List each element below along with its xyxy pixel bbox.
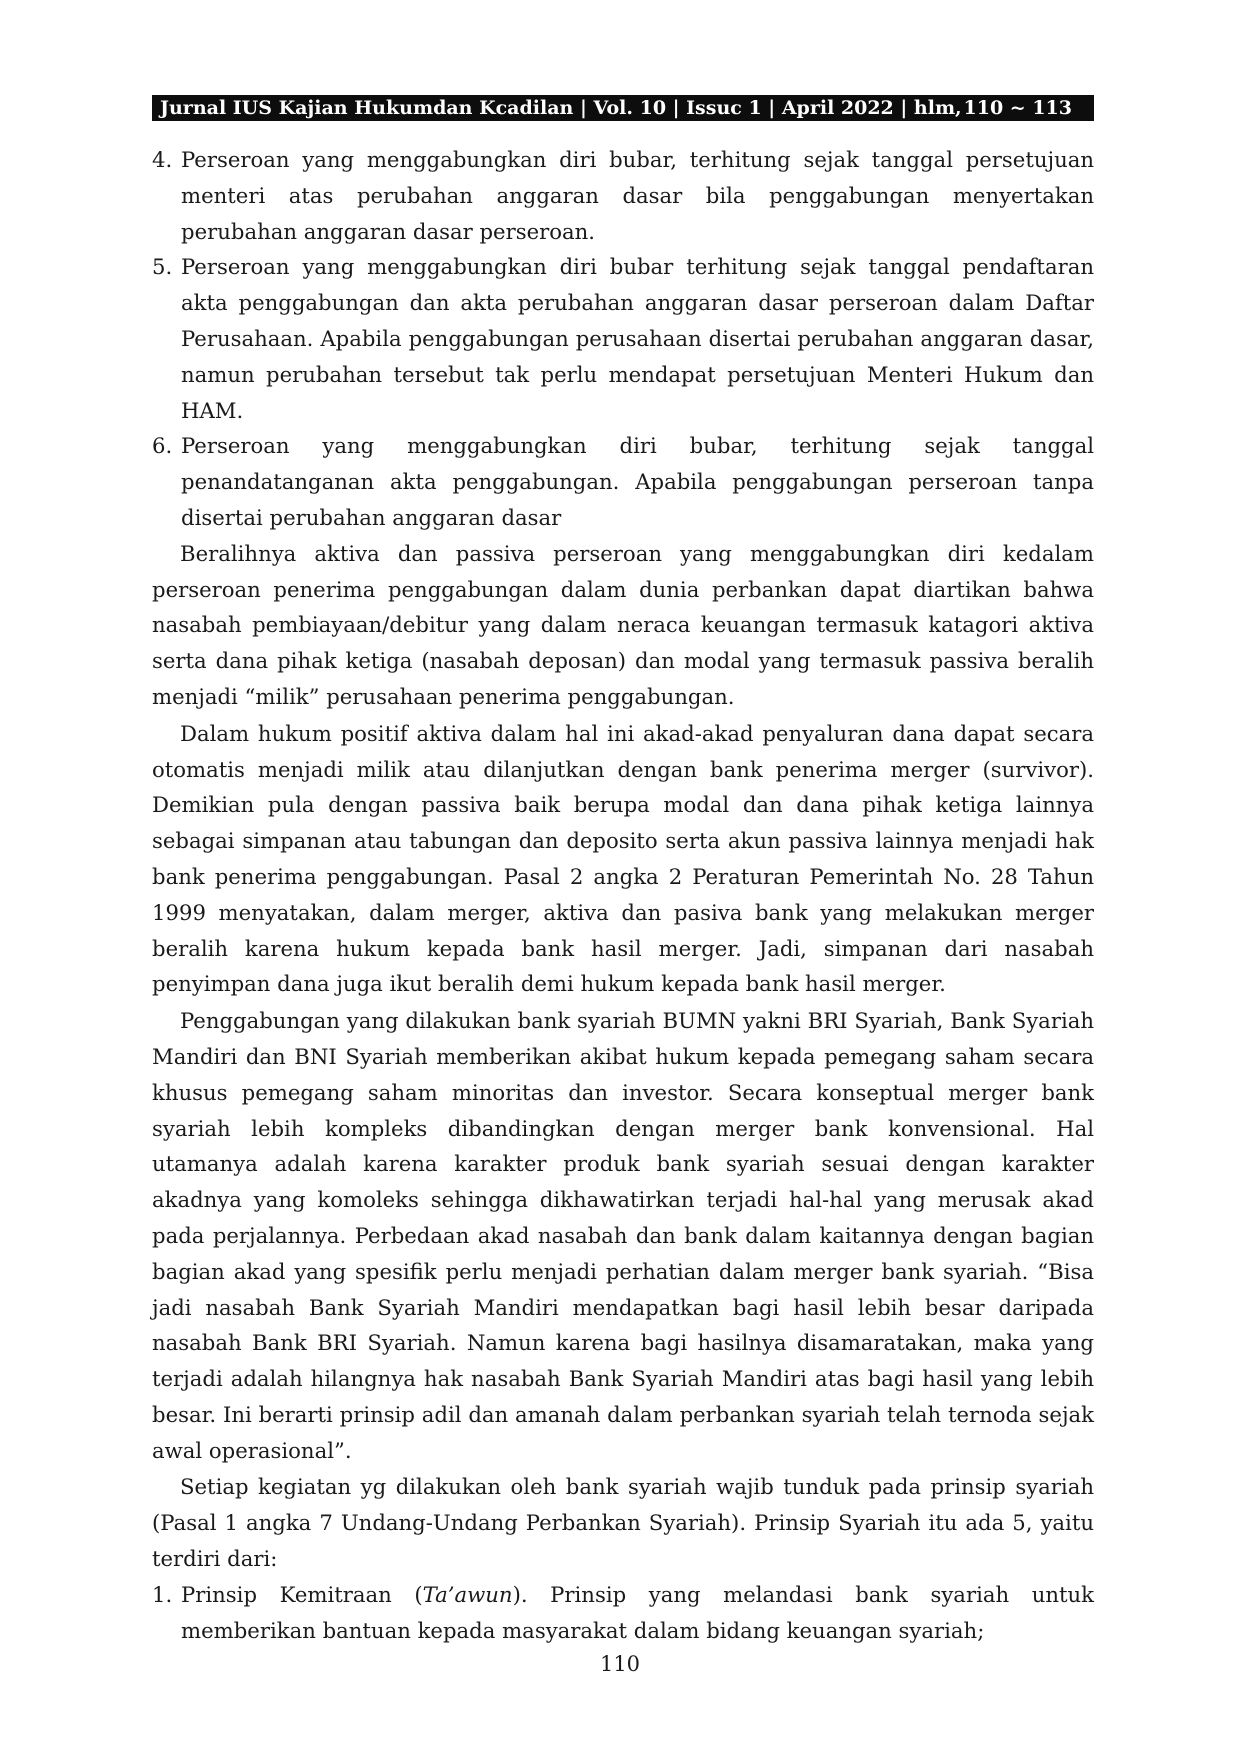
list-number: 1. (152, 1581, 173, 1607)
page-number: 110 (599, 1652, 641, 1676)
list-text: Perseroan yang menggabungkan diri bubar, terhitung sejak tanggal persetujuan menteri atas perubahan anggaran dasar bila penggabungan menyertakan perubahan anggaran dasar perseroan. (181, 147, 1094, 244)
list-number: 5. (152, 254, 173, 280)
list-item (152, 428, 1094, 535)
list-item (152, 1577, 1094, 1649)
list-number: 6. (152, 433, 173, 459)
paragraph: Setiap kegiatan yg dilakukan oleh bank syariah wajib tunduk pada prinsip syariah (Pasal 1 angka 7 Undang-Undang Perbankan Syariah). Prinsip Syariah itu ada 5, yaitu terdiri dari: (152, 1474, 1094, 1572)
paragraph: Beralihnya aktiva dan passiva perseroan yang menggabungkan diri kedalam perseroan penerima penggabungan dalam dunia perbankan dapat diartikan bahwa nasabah pembiayaan/debitur yang dalam neraca keuangan termasuk katagori aktiva serta dana pihak ketiga (nasabah deposan) dan modal yang termasuk passiva beralih menjadi “milik” perusahaan penerima penggabungan. (152, 540, 1094, 709)
list-item (152, 249, 1094, 428)
list-text-prefix: Prinsip Kemitraan ( (181, 1581, 423, 1607)
paragraph: Penggabungan yang dilakukan bank syariah BUMN yakni BRI Syariah, Bank Syariah Mandiri dan BNI Syariah memberikan akibat hukum kepada pemegang saham secara khusus pemegang saham minoritas dan investor. Secara konseptual merger bank syariah lebih kompleks dibandingkan dengan merger bank konvensional. Hal utamanya adalah karena karakter produk bank syariah sesuai dengan karakter akadnya yang komoleks sehingga dikhawatirkan terjadi hal-hal yang merusak akad pada perjalannya. Perbedaan akad nasabah dan bank dalam kaitannya dengan bagian bagian akad yang spesifik perlu menjadi perhatian dalam merger bank syariah. “Bisa jadi nasabah Bank Syariah Mandiri mendapatkan bagi hasil lebih besar daripada nasabah Bank BRI Syariah. Namun karena bagi hasilnya disamaratakan, maka yang terjadi adalah hilangnya hak nasabah Bank Syariah Mandiri atas bagi hasil yang lebih besar. Ini berarti prinsip adil dan amanah dalam perbankan syariah telah ternoda sejak awal operasional”. (152, 1008, 1094, 1463)
sharia-principles-list (152, 1577, 1094, 1649)
list-number: 4. (152, 147, 173, 172)
list-item (152, 142, 1094, 249)
paragraph: Dalam hukum positif aktiva dalam hal ini akad-akad penyaluran dana dapat secara otomatis menjadi milik atau dilanjutkan dengan bank penerima merger (survivor). Demikian pula dengan passiva baik berupa modal dan dana pihak ketiga lainnya sebagai simpanan atau tabungan dan deposito serta akun passiva lainnya menjadi hak bank penerima penggabungan. Pasal 2 angka 2 Peraturan Pemerintah No. 28 Tahun 1999 menyatakan, dalam merger, aktiva dan pasiva bank yang melakukan merger beralih karena hukum kepada bank hasil merger. Jadi, simpanan dari nasabah penyimpan dana juga ikut beralih demi hukum kepada bank hasil merger. (152, 720, 1094, 997)
running-header (152, 95, 1094, 121)
list-text: Perseroan yang menggabungkan diri bubar terhitung sejak tanggal pendaftaran akta penggabungan dan akta perubahan anggaran dasar perseroan dalam Daftar Perusahaan. Apabila penggabungan perusahaan disertai perubahan anggaran dasar, namun perubahan tersebut tak perlu mendapat persetujuan Menteri Hukum dan HAM. (181, 254, 1094, 423)
page-range: 110 ~ 113 (963, 97, 1072, 119)
dissolution-list (152, 142, 1094, 536)
list-text-italic: Ta’awun (422, 1581, 513, 1607)
journal-citation: Jurnal IUS Kajian Hukumdan Kcadilan | Vol. 10 | Issuc 1 | April 2022 | hlm, (160, 97, 962, 119)
article-body (152, 142, 1094, 1648)
list-text-suffix: ). Prinsip yang melandasi bank syariah untuk memberikan bantuan kepada masyarakat dalam bidang keuangan syariah; (181, 1581, 1094, 1643)
list-text: Perseroan yang menggabungkan diri bubar, terhitung sejak tanggal penandatanganan akta penggabungan. Apabila penggabungan perseroan tanpa disertai perubahan anggaran dasar (181, 433, 1094, 530)
